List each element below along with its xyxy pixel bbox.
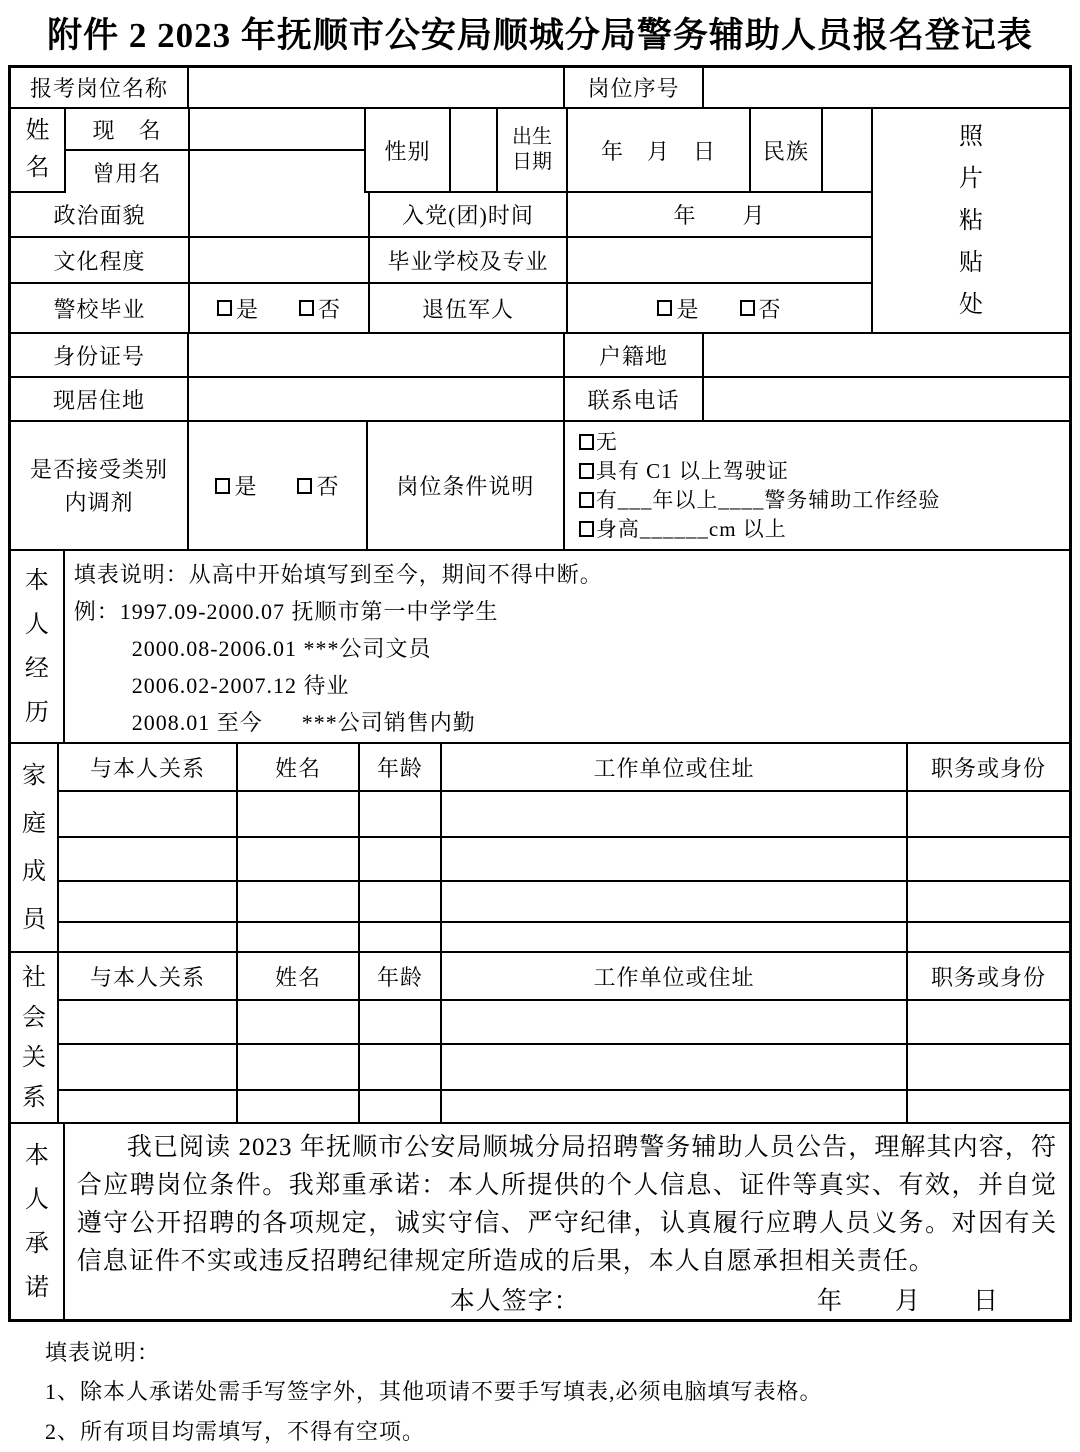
- social-workplace-field[interactable]: [442, 1045, 908, 1091]
- social-age-field[interactable]: [360, 1045, 442, 1091]
- police-school-yes-label: 是: [235, 296, 259, 322]
- ethnic-label: 民族: [751, 109, 823, 193]
- family-position-field[interactable]: [908, 792, 1069, 838]
- current-name-field[interactable]: [190, 109, 366, 151]
- commitment-text: 我已阅读 2023 年抚顺市公安局顺城分局招聘警务辅助人员公告，理解其内容，符合应聘岗位条件。我郑重承诺：本人所提供的个人信息、证件等真实、有效，并自觉遵守公开招聘的各项规定，诚实守信、严守纪律，认真履行应聘人员义务。对因有关信息证件不实或违反招聘纪律规定所造成的后果，本人自愿承担相关责任。: [76, 1134, 1057, 1275]
- row-education: [11, 238, 873, 284]
- conditions-cell: [565, 422, 1069, 551]
- family-workplace-field[interactable]: [442, 792, 908, 838]
- commitment-content: [65, 1124, 1069, 1319]
- band-experience: [11, 551, 1069, 744]
- social-name-field[interactable]: [238, 1001, 360, 1045]
- social-header-row: [59, 953, 1069, 1001]
- social-relation-field[interactable]: [59, 1091, 238, 1124]
- condition-option-height: [579, 515, 1065, 544]
- family-name-field[interactable]: [238, 838, 360, 882]
- family-row: [59, 838, 1069, 882]
- condition-option-experience: [579, 486, 1065, 515]
- experience-content[interactable]: [65, 551, 1069, 744]
- transfer-yes-checkbox[interactable]: [215, 478, 230, 494]
- band-identity: [11, 109, 1069, 334]
- family-row: [59, 792, 1069, 838]
- social-row: [59, 1091, 1069, 1124]
- family-age-field[interactable]: [360, 838, 442, 882]
- transfer-no-label: 否: [316, 474, 340, 499]
- family-age-field[interactable]: [360, 792, 442, 838]
- family-name-field[interactable]: [238, 882, 360, 923]
- social-section-label: [11, 953, 59, 1124]
- household-field[interactable]: [704, 334, 1069, 378]
- registration-form-table: [8, 65, 1072, 1322]
- family-header-workplace: 工作单位或住址: [442, 744, 908, 792]
- birth-label-text: 出生日期: [512, 126, 552, 173]
- social-age-field[interactable]: [360, 1001, 442, 1045]
- social-position-field[interactable]: [908, 1001, 1069, 1045]
- conditions-label: 岗位条件说明: [368, 422, 565, 551]
- social-header-relation: 与本人关系: [59, 953, 238, 1001]
- experience-example-line: 2000.08-2006.01 ***公司文员: [131, 636, 432, 661]
- police-school-choice: [190, 284, 370, 334]
- police-school-yes-checkbox[interactable]: [217, 300, 232, 316]
- band-social: [11, 953, 1069, 1124]
- residence-field[interactable]: [189, 378, 565, 422]
- political-label: 政治面貌: [11, 193, 190, 238]
- veteran-label: 退伍军人: [370, 284, 568, 334]
- footnote-item: 2、所有项目均需填写，不得有空项。: [45, 1419, 426, 1444]
- family-age-field[interactable]: [360, 923, 442, 953]
- police-school-no-label: 否: [318, 296, 342, 322]
- former-name-field[interactable]: [190, 151, 366, 193]
- experience-example-line: 2008.01 至今 ***公司销售内勤: [131, 710, 476, 735]
- veteran-no-checkbox[interactable]: [740, 300, 755, 316]
- social-header-name: 姓名: [238, 953, 360, 1001]
- school-field[interactable]: [568, 238, 873, 284]
- condition-none-label: 无: [595, 429, 618, 454]
- birth-field[interactable]: 年 月 日: [568, 109, 751, 193]
- family-position-field[interactable]: [908, 838, 1069, 882]
- band-commitment: [11, 1124, 1069, 1319]
- residence-label: 现居住地: [11, 378, 189, 422]
- police-school-no-checkbox[interactable]: [299, 300, 314, 316]
- family-workplace-field[interactable]: [442, 838, 908, 882]
- household-label: 户籍地: [565, 334, 704, 378]
- condition-height-checkbox[interactable]: [579, 521, 594, 537]
- experience-example-line: 例：1997.09-2000.07 抚顺市第一中学学生: [73, 599, 499, 624]
- commitment-section-label: [11, 1124, 65, 1319]
- social-age-field[interactable]: [360, 1091, 442, 1124]
- row-name: [11, 109, 873, 193]
- footnotes-title: 填表说明：: [45, 1340, 161, 1365]
- family-name-field[interactable]: [238, 923, 360, 953]
- row-residence: [11, 378, 1069, 422]
- social-header-age: 年龄: [360, 953, 442, 1001]
- signature-date-field[interactable]: 年 月 日: [816, 1288, 999, 1315]
- social-name-field[interactable]: [238, 1045, 360, 1091]
- family-section-label-text: 家庭成员: [21, 762, 46, 933]
- social-position-field[interactable]: [908, 1091, 1069, 1124]
- family-header-position: 职务或身份: [908, 744, 1069, 792]
- condition-none-checkbox[interactable]: [579, 434, 594, 450]
- name-group-label: [11, 109, 66, 193]
- family-position-field[interactable]: [908, 882, 1069, 923]
- signature-label: 本人签字：: [449, 1288, 580, 1315]
- family-relation-field[interactable]: [59, 923, 238, 953]
- education-field[interactable]: [190, 238, 370, 284]
- position-no-field[interactable]: [704, 68, 1069, 109]
- position-no-label: 岗位序号: [565, 68, 704, 109]
- family-name-field[interactable]: [238, 792, 360, 838]
- social-relation-field[interactable]: [59, 1045, 238, 1091]
- name-group-label-text: 姓名: [25, 118, 50, 181]
- signature-row: [65, 1281, 1069, 1327]
- gender-label: 性别: [366, 109, 451, 193]
- row-current-name: [66, 109, 366, 151]
- party-time-label: 入党(团)时间: [370, 193, 568, 238]
- id-number-label: 身份证号: [11, 334, 189, 378]
- family-age-field[interactable]: [360, 882, 442, 923]
- band-family: [11, 744, 1069, 953]
- veteran-choice: [568, 284, 873, 334]
- transfer-label-text: 是否接受类别内调剂: [29, 456, 168, 515]
- phone-field[interactable]: [704, 378, 1069, 422]
- condition-experience-checkbox[interactable]: [579, 492, 594, 508]
- family-header-age: 年龄: [360, 744, 442, 792]
- condition-license-label: 具有 C1 以上驾驶证: [595, 458, 789, 483]
- page-title: 附件 2 2023 年抚顺市公安局顺城分局警务辅助人员报名登记表: [47, 16, 1033, 55]
- transfer-yes-label: 是: [234, 474, 258, 499]
- education-label: 文化程度: [11, 238, 190, 284]
- school-label: 毕业学校及专业: [370, 238, 568, 284]
- footnotes: [0, 1322, 1080, 1452]
- condition-option-license: [579, 457, 1065, 486]
- commitment-section-label-text: 本人承诺: [24, 1142, 49, 1301]
- family-relation-field[interactable]: [59, 882, 238, 923]
- ethnic-field[interactable]: [823, 109, 873, 193]
- experience-example-line: 2006.02-2007.12 待业: [131, 673, 350, 698]
- condition-option-none: [579, 428, 1065, 457]
- photo-paste-label: 照片粘贴处: [958, 123, 983, 318]
- family-row: [59, 882, 1069, 923]
- social-header-position: 职务或身份: [908, 953, 1069, 1001]
- social-relation-field[interactable]: [59, 1001, 238, 1045]
- party-time-field[interactable]: 年 月: [568, 193, 873, 238]
- photo-paste-area: [873, 109, 1069, 334]
- row-political: [11, 193, 873, 238]
- political-field[interactable]: [190, 193, 370, 238]
- family-header-relation: 与本人关系: [59, 744, 238, 792]
- social-workplace-field[interactable]: [442, 1001, 908, 1045]
- social-row: [59, 1045, 1069, 1091]
- family-header-name: 姓名: [238, 744, 360, 792]
- family-relation-field[interactable]: [59, 838, 238, 882]
- social-section-label-text: 社会关系: [21, 964, 46, 1111]
- family-position-field[interactable]: [908, 923, 1069, 953]
- phone-label: 联系电话: [565, 378, 704, 422]
- condition-height-label: 身高______cm 以上: [595, 516, 787, 541]
- police-school-label: 警校毕业: [11, 284, 190, 334]
- position-name-field[interactable]: [189, 68, 565, 109]
- veteran-yes-checkbox[interactable]: [657, 300, 672, 316]
- family-workplace-field[interactable]: [442, 882, 908, 923]
- footnote-item: 1、除本人承诺处需手写签字外，其他项请不要手写填表,必须电脑填写表格。: [45, 1379, 823, 1404]
- social-name-field[interactable]: [238, 1091, 360, 1124]
- gender-field[interactable]: [451, 109, 498, 193]
- social-position-field[interactable]: [908, 1045, 1069, 1091]
- veteran-yes-label: 是: [676, 296, 700, 322]
- id-number-field[interactable]: [189, 334, 565, 378]
- veteran-no-label: 否: [758, 296, 782, 322]
- social-workplace-field[interactable]: [442, 1091, 908, 1124]
- family-workplace-field[interactable]: [442, 923, 908, 953]
- experience-instruction: 填表说明：从高中开始填写到至今，期间不得中断。: [73, 562, 603, 587]
- current-name-label: 现 名: [66, 109, 190, 151]
- row-position: [11, 68, 1069, 109]
- condition-license-checkbox[interactable]: [579, 463, 594, 479]
- row-transfer: [11, 422, 1069, 551]
- position-name-label: 报考岗位名称: [11, 68, 189, 109]
- social-header-workplace: 工作单位或住址: [442, 953, 908, 1001]
- experience-section-label-text: 本人经历: [24, 567, 49, 726]
- row-police-school: [11, 284, 873, 334]
- family-relation-field[interactable]: [59, 792, 238, 838]
- family-row: [59, 923, 1069, 953]
- family-section-label: [11, 744, 59, 953]
- former-name-label: 曾用名: [66, 151, 190, 193]
- transfer-no-checkbox[interactable]: [297, 478, 312, 494]
- row-former-name: [66, 151, 366, 193]
- condition-experience-label: 有___年以上____警务辅助工作经验: [595, 487, 941, 512]
- transfer-choice: [189, 422, 368, 551]
- family-header-row: [59, 744, 1069, 792]
- transfer-label: [11, 422, 189, 551]
- birth-label: [498, 109, 568, 193]
- experience-section-label: [11, 551, 65, 744]
- social-row: [59, 1001, 1069, 1045]
- row-id-number: [11, 334, 1069, 378]
